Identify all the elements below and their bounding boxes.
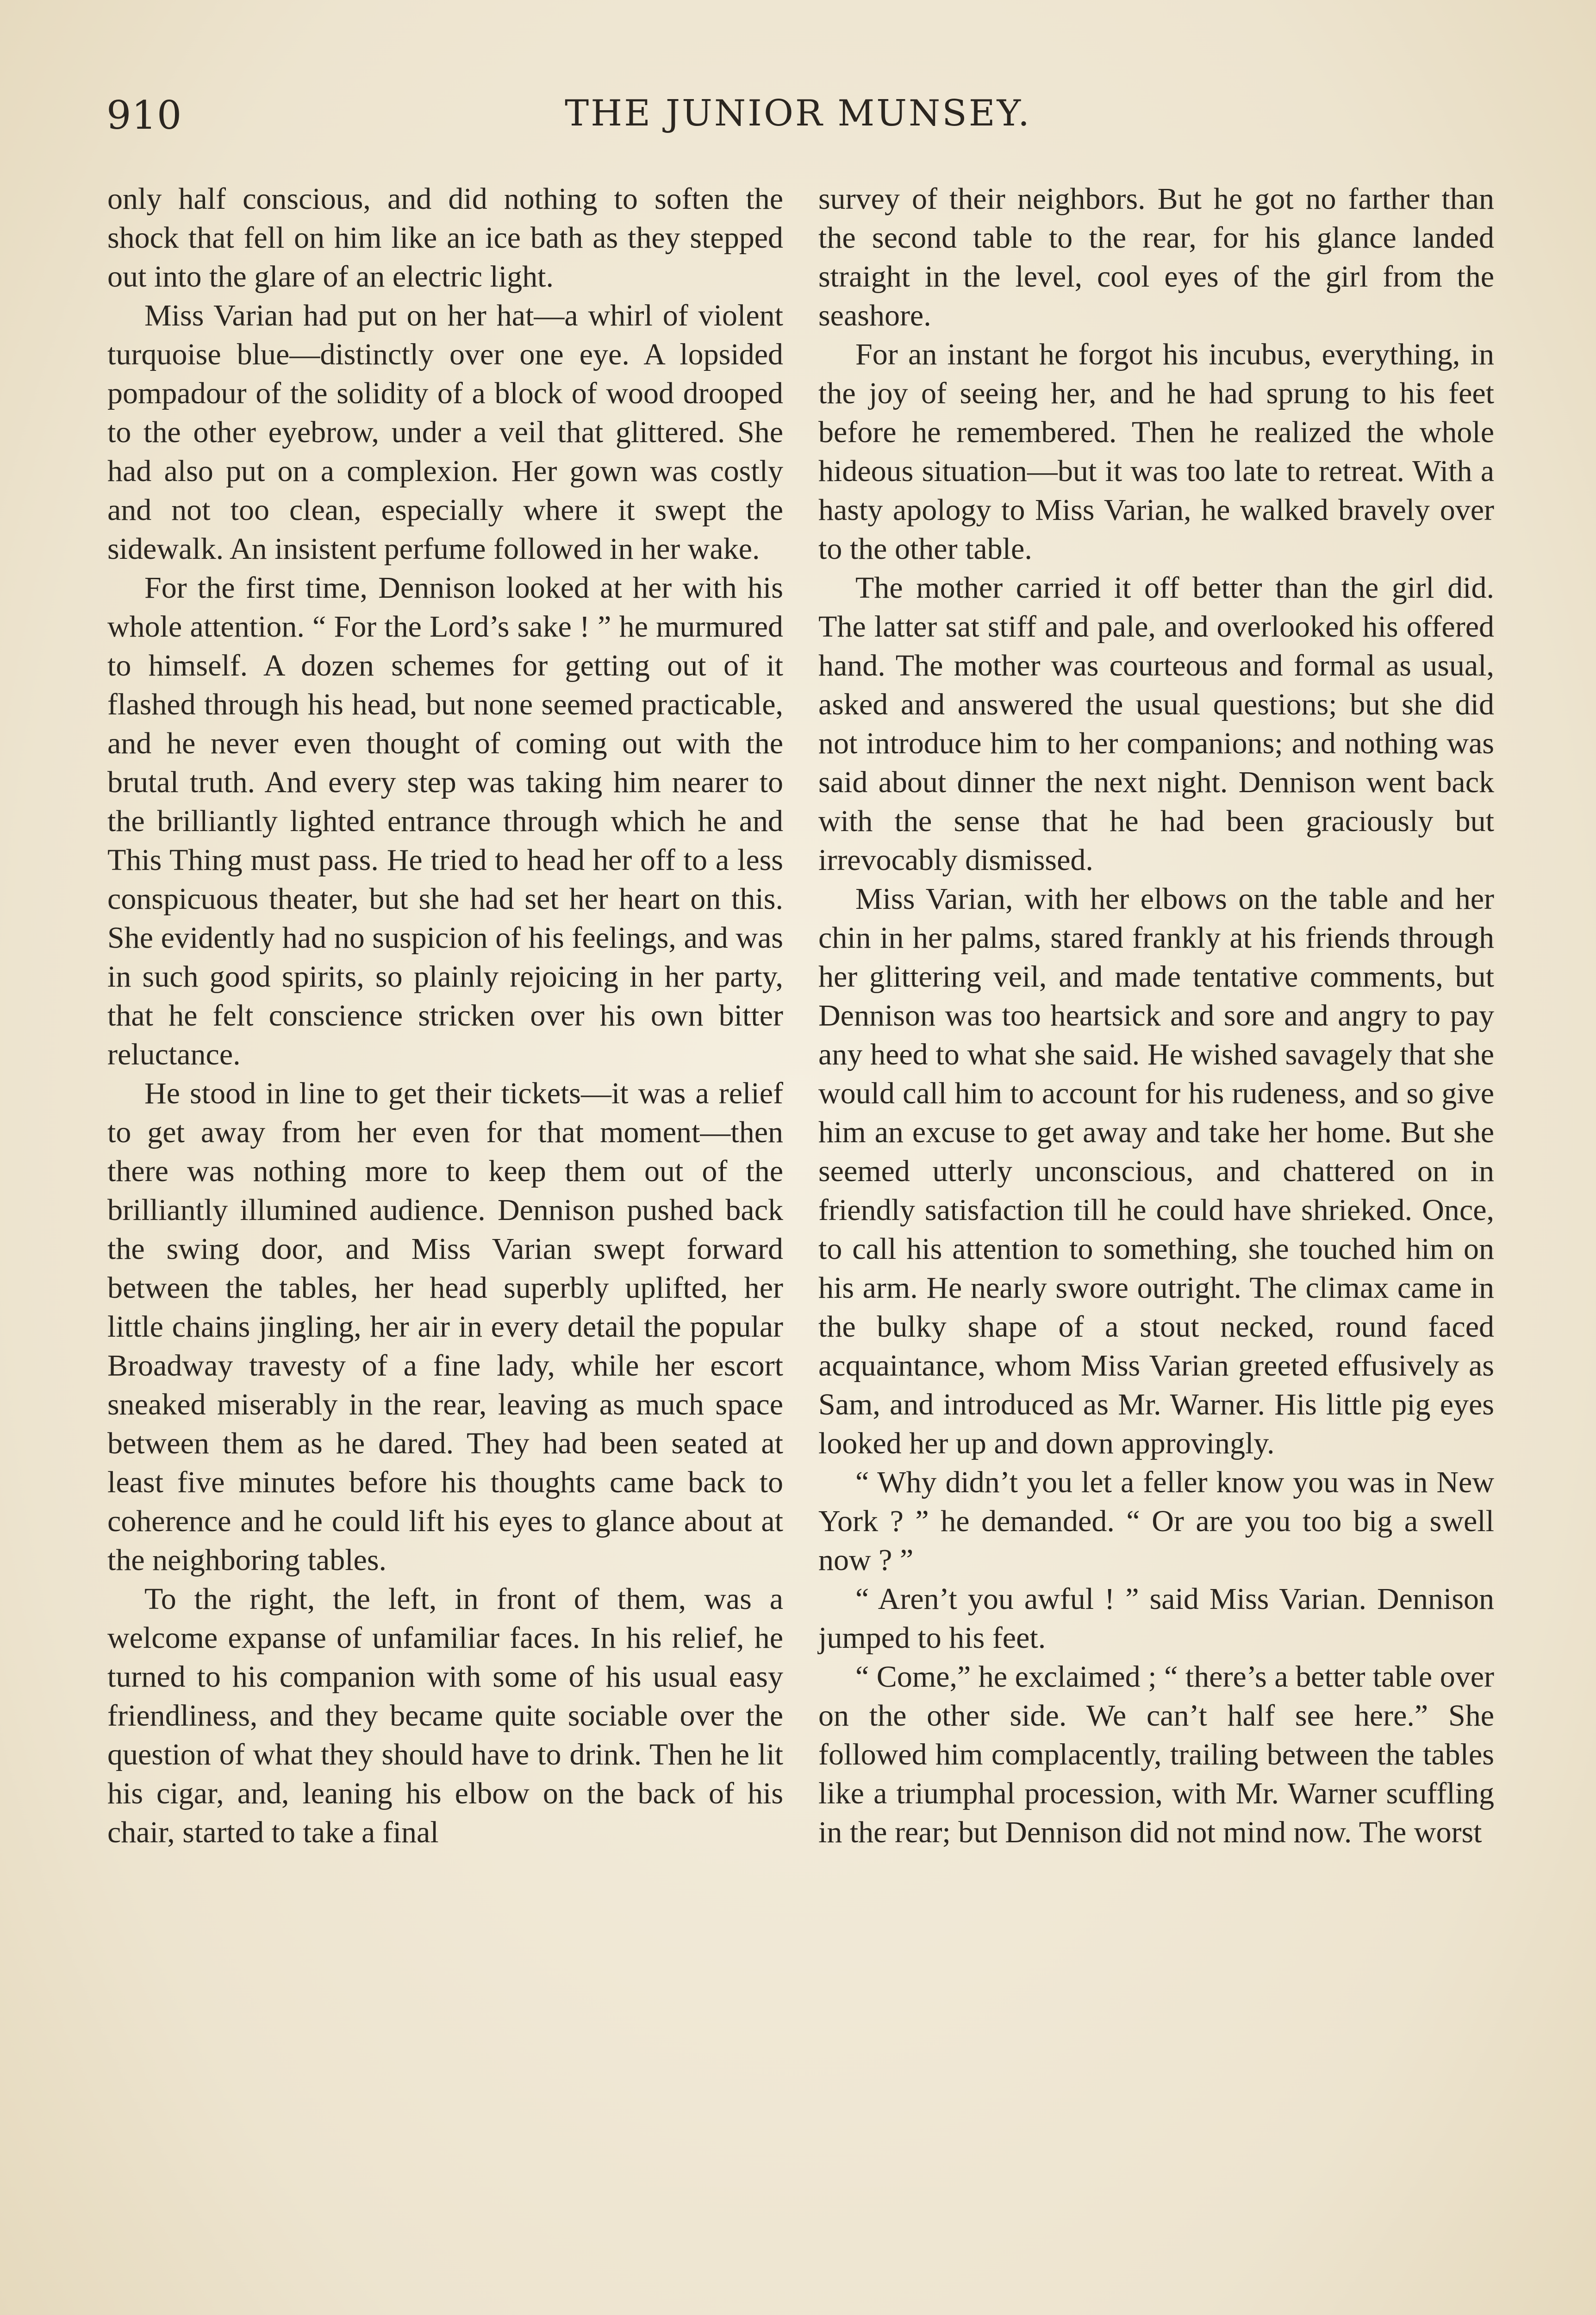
paragraph: For an instant he forgot his incubus, everything, in the joy of seeing her, and he had sprung to his feet before he remembered. Then he realized the whole hideous situation—but it was too late to retreat. With a hasty apology to Miss Varian, he walked bravely over to the other table. [818, 338, 1494, 566]
running-title: THE JUNIOR MUNSEY. [565, 93, 1031, 134]
paragraph: only half conscious, and did nothing to soften the shock that fell on him like an ice bath as they stepped out into the glare of an electric light. [107, 182, 783, 294]
right-column [818, 180, 1494, 1852]
paragraph: Miss Varian had put on her hat—a whirl of violent turquoise blue—distinctly over one eye. A lopsided pompadour of the solidity of a block of wood drooped to the other eyebrow, under a veil that glittered. She had also put on a complexion. Her gown was costly and not too clean, especially where it swept the sidewalk. An insistent perfume followed in her wake. [107, 299, 783, 566]
paragraph: The mother carried it off better than the girl did. The latter sat stiff and pale, and overlooked his offered hand. The mother was courteous and formal as usual, asked and answered the usual questions; but she did not introduce him to her companions; and nothing was said about dinner the next night. Dennison went back with the sense that he had been graciously but irrevocably dismissed. [818, 571, 1494, 877]
paragraph: He stood in line to get their tickets—it was a relief to get away from her even for that moment—then there was nothing more to keep them out of the brilliantly illumined audience. Dennison pushed back the swing door, and Miss Varian swept forward between the tables, her head superbly uplifted, her little chains jingling, her air in every detail the popular Broadway travesty of a fine lady, while her escort sneaked miserably in the rear, leaving as much space between them as he dared. They had been seated at least five minutes before his thoughts came back to coherence and he could lift his eyes to glance about at the neighboring tables. [107, 1076, 783, 1577]
paragraph: Miss Varian, with her elbows on the table and her chin in her palms, stared frankly at his friends through her glittering veil, and made tentative comments, but Dennison was too heartsick and sore and angry to pay any heed to what she said. He wished savagely that she would call him to account for his rudeness, and so give him an excuse to get away and take her home. But she seemed utterly unconscious, and chattered on in friendly satisfaction till he could have shrieked. Once, to call his attention to something, she touched him on his arm. He nearly swore outright. The climax came in the bulky shape of a stout necked, round faced acquaintance, whom Miss Varian greeted effusively as Sam, and introduced as Mr. Warner. His little pig eyes looked her up and down approvingly. [818, 882, 1494, 1460]
paragraph: To the right, the left, in front of them, was a welcome expanse of unfamiliar faces. In his relief, he turned to his companion with some of his usual easy friendliness, and they became quite sociable over the question of what they should have to drink. Then he lit his cigar, and, leaning his elbow on the back of his chair, started to take a final [107, 1582, 783, 1849]
paragraph: survey of their neighbors. But he got no farther than the second table to the rear, for his glance landed straight in the level, cool eyes of the girl from the seashore. [818, 182, 1494, 332]
paragraph: “ Aren’t you awful ! ” said Miss Varian. Dennison jumped to his feet. [818, 1582, 1494, 1655]
left-column [107, 180, 783, 1852]
paragraph: For the first time, Dennison looked at her with his whole attention. “ For the Lord’s sake ! ” he murmured to himself. A dozen schemes for getting out of it flashed through his head, but none seemed practicable, and he never even thought of coming out with the brutal truth. And every step was taking him nearer to the brilliantly lighted entrance through which he and This Thing must pass. He tried to head her off to a less conspicuous theater, but she had set her heart on this. She evidently had no suspicion of his feelings, and was in such good spirits, so plainly rejoicing in her party, that he felt conscience stricken over his own bitter reluctance. [107, 571, 783, 1071]
page-number: 910 [106, 93, 182, 138]
paragraph: “ Come,” he exclaimed ; “ there’s a better table over on the other side. We can’t half see here.” She followed him complacently, trailing between the tables like a triumphal procession, with Mr. Warner scuffling in the rear; but Dennison did not mind now. The worst [818, 1660, 1494, 1849]
paragraph: “ Why didn’t you let a feller know you was in New York ? ” he demanded. “ Or are you too big a swell now ? ” [818, 1465, 1494, 1577]
page-header [106, 93, 1490, 144]
